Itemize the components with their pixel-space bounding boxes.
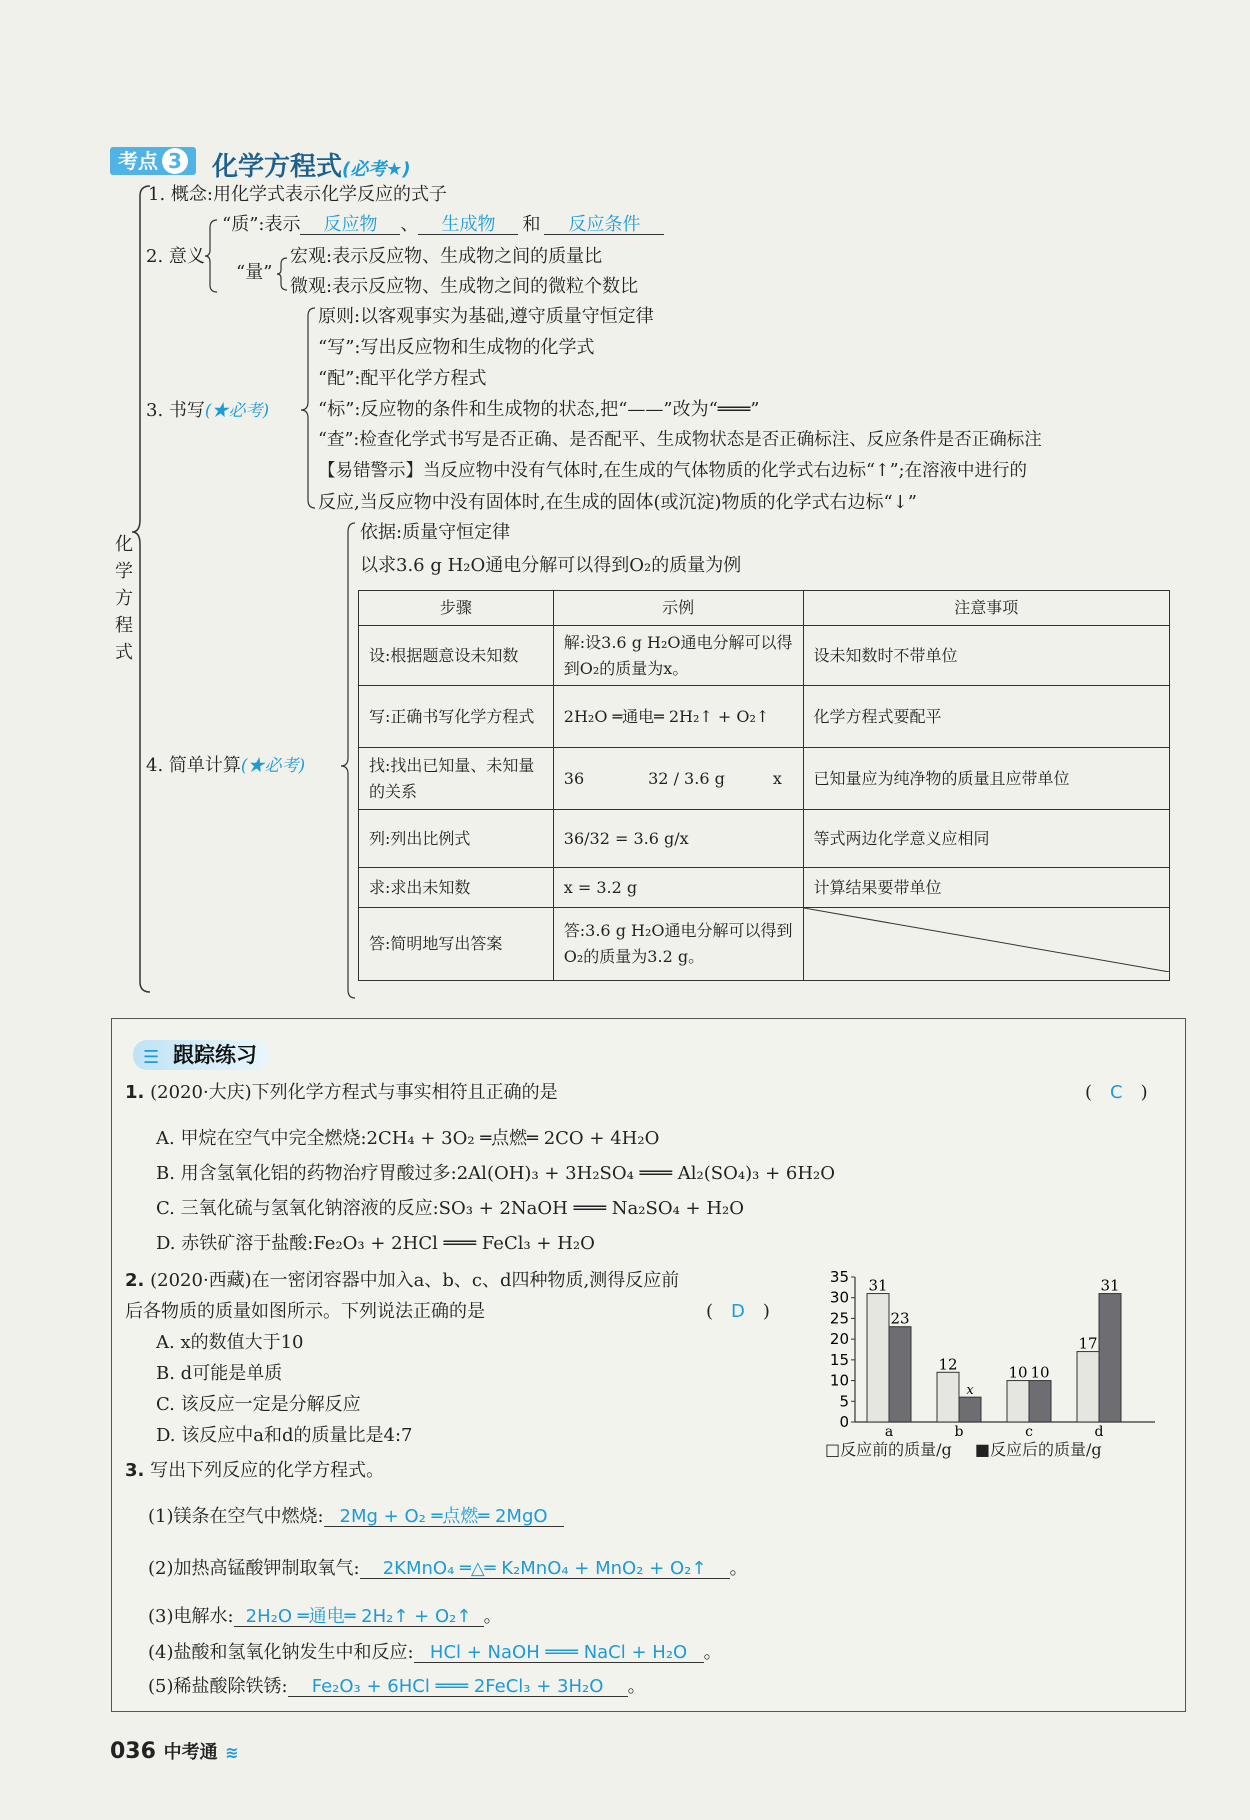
table-cell: 求:求出未知数 xyxy=(359,868,554,908)
side-title-char: 式 xyxy=(115,642,133,663)
q2-answer: D xyxy=(731,1301,745,1322)
bar-after xyxy=(889,1327,911,1422)
writing-line: “写”:写出反应物和生成物的化学式 xyxy=(318,337,595,358)
table-cell: x = 3.2 g xyxy=(553,868,803,908)
concept-line: 1. 概念:用化学式表示化学反应的式子 xyxy=(148,184,447,205)
table-row xyxy=(359,868,1170,908)
diagonal-slash xyxy=(804,908,1169,972)
bar-after xyxy=(1099,1294,1121,1422)
section-tag-label: 考点 xyxy=(118,149,158,173)
table-cell: 写:正确书写化学方程式 xyxy=(359,686,554,748)
q2-option: C. 该反应一定是分解反应 xyxy=(156,1394,361,1415)
q2-option: A. x的数值大于10 xyxy=(156,1332,304,1353)
q2-stem-line1: (2020·西藏)在一密闭容器中加入a、b、c、d四种物质,测得反应前 xyxy=(150,1270,680,1291)
calc-basis: 依据:质量守恒定律 xyxy=(360,522,511,543)
side-title-char: 化 xyxy=(115,534,133,555)
bar-after xyxy=(1029,1381,1051,1422)
answer-blank: HCl + NaOH ═══ NaCl + H₂O xyxy=(414,1644,704,1663)
table-cell: 等式两边化学意义应相同 xyxy=(803,810,1169,868)
table-header-row xyxy=(359,591,1170,626)
x-tick-label: d xyxy=(1094,1424,1104,1440)
legend-before: □反应前的质量/g xyxy=(825,1440,952,1459)
legend-after: ■反应后的质量/g xyxy=(974,1440,1102,1459)
table-cell: 答:3.6 g H₂O通电分解可以得到O₂的质量为3.2 g。 xyxy=(553,908,803,981)
must-badge: (★必考) xyxy=(240,756,306,776)
meaning-micro: 微观:表示反应物、生成物之间的微粒个数比 xyxy=(290,276,639,297)
table-header: 注意事项 xyxy=(803,591,1169,626)
practice-title xyxy=(133,1040,269,1070)
y-tick-label: 25 xyxy=(829,1309,849,1328)
calc-table xyxy=(358,590,1170,981)
q1-option: C. 三氧化硫与氢氧化钠溶液的反应:SO₃ + 2NaOH ═══ Na₂SO₄ + H₂O xyxy=(156,1198,745,1219)
table-row xyxy=(359,810,1170,868)
meaning-liang: “量” xyxy=(236,262,273,283)
q2-option: D. 该反应中a和d的质量比是4:7 xyxy=(156,1425,413,1446)
meaning-label: 2. 意义 xyxy=(146,246,205,267)
answer-blank: 2KMnO₄ ═△═ K₂MnO₄ + MnO₂ + O₂↑ xyxy=(360,1560,730,1579)
must-badge: (必考★) xyxy=(342,159,411,180)
meaning-zhi xyxy=(222,216,664,235)
side-title-char: 程 xyxy=(115,615,133,636)
question-number: 1. xyxy=(125,1082,145,1103)
q3-item xyxy=(148,1608,502,1627)
x-tick-label: b xyxy=(954,1424,964,1440)
q1-answer: C xyxy=(1110,1082,1123,1103)
q1-answer-bracket: ( C ) xyxy=(1085,1082,1148,1103)
data-label: 17 xyxy=(1078,1334,1098,1353)
y-tick-label: 15 xyxy=(829,1350,849,1369)
table-cell: 已知量应为纯净物的质量且应带单位 xyxy=(803,748,1169,810)
table-row xyxy=(359,748,1170,810)
period: 。 xyxy=(627,1676,646,1697)
brand-name: 中考通 xyxy=(163,1742,218,1763)
q3-item-label: (5)稀盐酸除铁锈: xyxy=(148,1676,288,1697)
page-number: 036 xyxy=(110,1739,156,1764)
writing-line: “查”:检查化学式书写是否正确、是否配平、生成物状态是否正确标注、反应条件是否正确标注 xyxy=(318,430,1042,450)
period: 。 xyxy=(483,1606,502,1627)
q2-stem xyxy=(125,1272,679,1290)
zhi-prefix: “质”:表示 xyxy=(222,214,301,235)
q2-option: B. d可能是单质 xyxy=(156,1363,283,1384)
bar-before xyxy=(1007,1381,1029,1422)
footer xyxy=(110,1738,239,1764)
side-title-char: 学 xyxy=(115,561,133,582)
y-tick-label: 20 xyxy=(829,1330,849,1349)
data-label: 10 xyxy=(1008,1363,1028,1382)
q3-item xyxy=(148,1678,646,1697)
q3-item xyxy=(148,1508,564,1527)
table-cell: 列:列出比例式 xyxy=(359,810,554,868)
period: 。 xyxy=(729,1558,748,1579)
writing-line: 原则:以客观事实为基础,遵守质量守恒定律 xyxy=(318,306,654,327)
zhi-sep: 、 xyxy=(400,214,419,235)
y-tick-label: 10 xyxy=(829,1371,849,1390)
bar-before xyxy=(1077,1352,1099,1422)
writing-label xyxy=(146,402,269,420)
data-label: 31 xyxy=(1100,1276,1120,1295)
table-cell: 计算结果要带单位 xyxy=(803,868,1169,908)
side-title-char: 方 xyxy=(115,588,133,609)
table-row xyxy=(359,626,1170,686)
brand-logo-icon: ≋ xyxy=(225,1743,239,1762)
data-label: 23 xyxy=(890,1309,910,1328)
x-tick-label: c xyxy=(1025,1424,1033,1440)
book-stack-icon: ☰ xyxy=(143,1047,160,1068)
q3-item-label: (2)加热高锰酸钾制取氧气: xyxy=(148,1558,360,1579)
answer-blank: 反应物 xyxy=(300,216,400,235)
x-tick-label: a xyxy=(884,1424,894,1440)
page-title-text: 化学方程式 xyxy=(212,152,343,182)
table-cell: 化学方程式要配平 xyxy=(803,686,1169,748)
data-label: 31 xyxy=(868,1276,888,1295)
table-cell: 找:找出已知量、未知量的关系 xyxy=(359,748,554,810)
must-badge: (★必考) xyxy=(204,401,270,421)
warning-line: 【易错警示】当反应物中没有气体时,在生成的气体物质的化学式右边标“↑”;在溶液中进行的 xyxy=(318,461,1028,481)
bar-after xyxy=(959,1397,981,1422)
writing-line: “配”:配平化学方程式 xyxy=(318,368,487,389)
warning-line: 反应,当反应物中没有固体时,在生成的固体(或沉淀)物质的化学式右边标“↓” xyxy=(318,492,917,513)
table-cell: 36 32 / 3.6 g x xyxy=(553,748,803,810)
calc-label xyxy=(146,757,305,775)
zhi-and: 和 xyxy=(522,214,541,235)
data-label: 12 xyxy=(938,1355,958,1374)
meaning-macro: 宏观:表示反应物、生成物之间的质量比 xyxy=(290,246,603,267)
calc-label-text: 4. 简单计算 xyxy=(146,755,241,776)
period: 。 xyxy=(703,1642,722,1663)
chart-legend xyxy=(825,1442,1102,1458)
table-cell: 设:根据题意设未知数 xyxy=(359,626,554,686)
q3-stem xyxy=(125,1462,384,1480)
practice-title-text: 跟踪练习 xyxy=(173,1043,257,1067)
question-number: 2. xyxy=(125,1270,145,1291)
bar-before xyxy=(867,1294,889,1422)
bar-before xyxy=(937,1372,959,1422)
table-row xyxy=(359,686,1170,748)
data-label: x xyxy=(966,1383,974,1399)
table-cell: 设未知数时不带单位 xyxy=(803,626,1169,686)
q3-stem-text: 写出下列反应的化学方程式。 xyxy=(150,1460,385,1481)
q1-option: A. 甲烷在空气中完全燃烧:2CH₄ + 3O₂ ═点燃═ 2CO + 4H₂O xyxy=(156,1128,660,1149)
table-cell: 2H₂O ═通电═ 2H₂↑ + O₂↑ xyxy=(553,686,803,748)
question-number: 3. xyxy=(125,1460,145,1481)
q1-stem-text: (2020·大庆)下列化学方程式与事实相符且正确的是 xyxy=(150,1082,558,1103)
q2-stem-line2: 后各物质的质量如图所示。下列说法正确的是 xyxy=(125,1301,485,1322)
table-header: 示例 xyxy=(553,591,803,626)
table-cell-slashed xyxy=(803,908,1169,981)
q1-stem xyxy=(125,1084,558,1102)
answer-blank: Fe₂O₃ + 6HCl ═══ 2FeCl₃ + 3H₂O xyxy=(288,1678,628,1697)
q3-item xyxy=(148,1560,748,1579)
q3-item-label: (4)盐酸和氢氧化钠发生中和反应: xyxy=(148,1642,414,1663)
calc-example-intro: 以求3.6 g H₂O通电分解可以得到O₂的质量为例 xyxy=(360,555,742,576)
y-tick-label: 0 xyxy=(839,1413,849,1431)
answer-blank: 2Mg + O₂ ═点燃═ 2MgO xyxy=(324,1508,564,1527)
table-cell: 解:设3.6 g H₂O通电分解可以得到O₂的质量为x。 xyxy=(553,626,803,686)
writing-line: “标”:反应物的条件和生成物的状态,把“——”改为“═══” xyxy=(318,399,760,420)
table-header: 步骤 xyxy=(359,591,554,626)
q1-option: D. 赤铁矿溶于盐酸:Fe₂O₃ + 2HCl ═══ FeCl₃ + H₂O xyxy=(156,1233,595,1254)
q1-option: B. 用含氢氧化铝的药物治疗胃酸过多:2Al(OH)₃ + 3H₂SO₄ ═══ Al₂(SO₄)₃ + 6H₂O xyxy=(156,1163,835,1184)
table-row xyxy=(359,908,1170,981)
q2-answer-bracket: ( D ) xyxy=(706,1301,770,1322)
answer-blank: 生成物 xyxy=(418,216,518,235)
y-tick-label: 35 xyxy=(829,1268,849,1286)
answer-blank: 反应条件 xyxy=(544,216,664,235)
table-cell: 答:简明地写出答案 xyxy=(359,908,554,981)
y-tick-label: 5 xyxy=(839,1392,849,1411)
answer-blank: 2H₂O ═通电═ 2H₂↑ + O₂↑ xyxy=(234,1608,484,1627)
table-cell: 36/32 = 3.6 g/x xyxy=(553,810,803,868)
q3-item xyxy=(148,1644,722,1663)
q3-item-label: (1)镁条在空气中燃烧: xyxy=(148,1506,324,1527)
writing-label-text: 3. 书写 xyxy=(146,400,205,421)
data-label: 10 xyxy=(1030,1363,1050,1382)
y-tick-label: 30 xyxy=(829,1288,849,1307)
q3-item-label: (3)电解水: xyxy=(148,1606,234,1627)
section-number: 3 xyxy=(162,148,188,174)
